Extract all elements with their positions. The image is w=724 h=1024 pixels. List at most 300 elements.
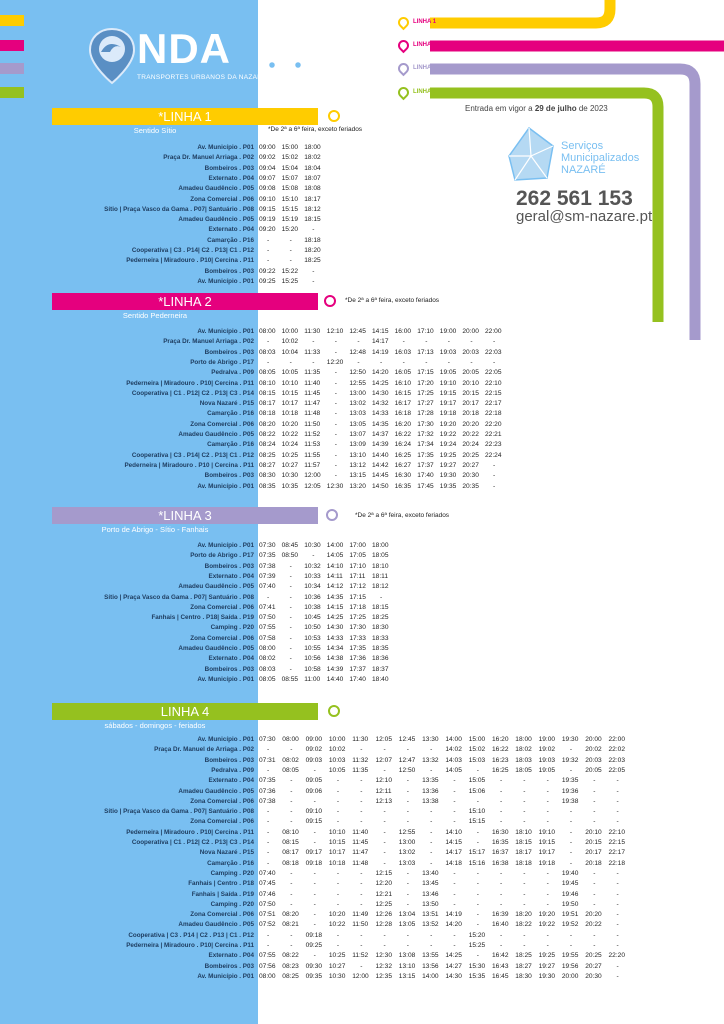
departure-time: 07:51 (259, 911, 276, 919)
timetable-row (0, 184, 724, 194)
departure-time: - (569, 808, 573, 816)
departure-time: 13:50 (422, 900, 439, 908)
departure-time: 13:40 (422, 869, 439, 877)
departure-time: - (267, 839, 270, 846)
timetable-row (0, 236, 724, 246)
departure-time: 15:02 (281, 154, 299, 162)
departure-time: 22:10 (608, 828, 626, 836)
departure-time: 19:25 (538, 952, 556, 960)
departure-time: - (500, 777, 503, 785)
departure-time: - (289, 247, 292, 254)
departure-time: - (569, 746, 573, 754)
departure-time: 19:15 (439, 389, 457, 397)
stop-name: Pederneira | Miradouro . P10| Cercina . P11 (126, 379, 254, 387)
departure-time: 10:10 (281, 379, 299, 387)
departure-time: - (267, 593, 270, 601)
departure-time: 19:38 (561, 797, 579, 805)
departure-time: 08:00 (259, 645, 276, 652)
departure-time: - (569, 942, 573, 949)
departure-time: 17:20 (417, 379, 434, 387)
departure-time: - (290, 942, 293, 949)
stop-name: Zona Comercial . P06 (190, 603, 254, 611)
departure-time: 12:11 (375, 787, 392, 795)
departure-time: - (593, 880, 596, 888)
departure-time: 19:03 (538, 756, 556, 764)
departure-time: - (430, 942, 433, 949)
departure-time: 19:51 (561, 911, 579, 919)
departure-time: 07:52 (259, 921, 276, 929)
departure-time: 12:30 (375, 952, 393, 960)
timetable-row (0, 675, 724, 685)
departure-time: 10:22 (328, 921, 346, 929)
line-3-title-bar: *LINHA 3 (52, 507, 318, 524)
departure-time: 20:02 (585, 746, 602, 754)
departure-time: 17:13 (417, 348, 434, 356)
departure-time: - (453, 931, 456, 939)
departure-time: 14:02 (445, 746, 462, 754)
departure-time: 12:13 (375, 797, 393, 805)
line-3-subtitle: Porto de Abrigo - Sítio - Fanhais (101, 525, 209, 534)
departure-time: - (313, 900, 316, 908)
departure-time: 12:35 (375, 972, 393, 980)
departure-time: - (290, 787, 293, 795)
departure-time: - (476, 869, 479, 877)
departure-time: - (523, 931, 526, 939)
departure-time: - (334, 369, 337, 377)
stop-name: Camping . P20 (210, 869, 254, 877)
departure-time: 16:24 (394, 441, 412, 449)
departure-time: - (313, 890, 316, 898)
departure-time: 22:05 (485, 369, 502, 377)
timetable-row (0, 665, 724, 675)
departure-time: - (500, 931, 503, 939)
departure-time: 19:20 (439, 420, 457, 428)
departure-time: - (360, 777, 363, 785)
departure-time: 19:15 (538, 839, 556, 846)
stop-name: Camarção . P16 (207, 859, 254, 867)
departure-time: 18:30 (372, 624, 389, 632)
departure-time: - (546, 900, 549, 908)
departure-time: - (493, 461, 496, 469)
stop-name: Nova Nazaré . P15 (199, 849, 254, 857)
stop-name: Amadeu Gaudêncio . P05 (178, 921, 254, 929)
legend-label: LINHA 4 (413, 89, 437, 95)
departure-time: - (312, 226, 315, 234)
departure-time: 09:10 (305, 808, 323, 816)
departure-time: 13:46 (422, 890, 439, 898)
departure-time: 19:10 (439, 379, 457, 387)
departure-time: - (289, 236, 292, 244)
departure-time: 16:00 (394, 328, 412, 335)
departure-time: 08:02 (259, 655, 276, 663)
departure-time: 19:00 (538, 736, 556, 743)
departure-time: 16:30 (394, 472, 412, 480)
departure-time: 13:36 (422, 787, 439, 795)
departure-time: - (312, 358, 315, 366)
departure-time: 19:03 (439, 348, 457, 356)
departure-time: - (569, 839, 573, 846)
departure-time: 07:50 (259, 900, 276, 908)
stop-name: Av. Município . P01 (197, 675, 254, 683)
departure-time: 17:37 (349, 665, 366, 673)
timetable-row (0, 153, 724, 163)
line-3-note: *De 2ª a 6ª feira, exceto feriados (355, 512, 450, 519)
email-address[interactable]: geral@sm-nazare.pt (516, 208, 653, 225)
departure-time: 08:10 (259, 379, 276, 387)
timetable-row (0, 900, 724, 910)
departure-time: - (336, 787, 340, 795)
departure-time: 14:27 (445, 962, 462, 970)
timetable-row (0, 848, 724, 858)
departure-time: 11:48 (304, 410, 321, 418)
departure-time: 20:25 (462, 451, 479, 459)
departure-time: 18:20 (304, 247, 321, 254)
departure-time: 14:12 (326, 583, 344, 591)
departure-time: 10:27 (328, 962, 346, 970)
departure-time: 08:02 (282, 756, 299, 764)
departure-time: 07:58 (259, 634, 276, 642)
stop-name: Nova Nazaré . P15 (199, 400, 254, 408)
departure-time: 08:30 (259, 472, 276, 480)
departure-time: 13:05 (398, 921, 416, 929)
departure-time: 14:32 (372, 400, 389, 408)
departure-time: 13:05 (349, 420, 366, 428)
departure-time: 07:38 (259, 562, 276, 570)
departure-time: 09:18 (305, 859, 323, 867)
departure-time: 17:36 (349, 655, 366, 663)
bus-stop-pin-icon (324, 295, 336, 307)
departure-time: 16:35 (492, 839, 509, 846)
departure-time: 07:50 (259, 614, 276, 622)
departure-time: 14:40 (326, 675, 344, 683)
timetable-row (0, 931, 724, 941)
stop-name: Bombeiros . P03 (204, 562, 254, 570)
departure-time: 08:03 (259, 665, 276, 673)
departure-time: 07:31 (259, 756, 276, 764)
departure-time: 07:55 (259, 952, 276, 960)
timetable-row (0, 541, 724, 551)
departure-time: - (453, 942, 456, 949)
departure-time: 19:18 (538, 859, 556, 867)
departure-time: 09:03 (305, 756, 323, 764)
departure-time: - (616, 911, 619, 919)
timetable-row (0, 817, 724, 827)
departure-time: 14:25 (372, 379, 389, 387)
stop-name: Av. Município . P01 (197, 277, 254, 285)
departure-time: 13:04 (398, 911, 416, 919)
timetable-row (0, 399, 724, 409)
departure-time: - (289, 583, 292, 591)
departure-time: - (453, 880, 456, 888)
departure-time: - (360, 808, 363, 816)
timetable-row (0, 482, 724, 492)
departure-time: - (313, 880, 316, 888)
departure-time: 15:00 (468, 736, 486, 743)
departure-time: 16:03 (394, 348, 412, 356)
departure-time: - (267, 818, 270, 826)
departure-time: 20:05 (585, 766, 602, 774)
brand-tagline: TRANSPORTES URBANOS DA NAZARÉ (137, 74, 267, 81)
departure-time: 14:18 (445, 859, 462, 867)
departure-time: 08:15 (282, 839, 299, 846)
departure-time: - (500, 900, 503, 908)
departure-time: 15:35 (468, 972, 486, 980)
stop-name: Cooperativa | C1 . P12| C2 . P13| C3 . P14 (131, 389, 254, 397)
departure-time: - (267, 766, 270, 774)
departure-time: 07:35 (259, 777, 276, 785)
departure-time: - (406, 818, 409, 826)
departure-time: 09:25 (259, 277, 276, 285)
timetable-row (0, 879, 724, 889)
effective-date: 29 de julho (534, 104, 577, 113)
departure-time: 18:00 (515, 736, 532, 743)
departure-time: - (593, 808, 596, 816)
departure-time: 14:10 (445, 828, 462, 836)
departure-time: 22:20 (485, 420, 502, 428)
departure-time: 19:52 (561, 921, 579, 929)
departure-time: 16:05 (394, 369, 412, 377)
departure-time: 22:05 (608, 766, 626, 774)
departure-time: 14:35 (326, 593, 344, 601)
timetable-row (0, 451, 724, 461)
departure-time: - (616, 808, 619, 816)
departure-time: 08:18 (282, 859, 299, 867)
services-line-3: NAZARÉ (561, 164, 606, 176)
departure-time: - (430, 849, 433, 857)
departure-time: - (290, 880, 293, 888)
departure-time: - (334, 379, 337, 387)
stop-name: Pedralva . P09 (211, 766, 254, 774)
departure-time: 14:15 (326, 603, 344, 611)
departure-time: 11:45 (352, 839, 369, 846)
departure-time: - (334, 461, 337, 469)
departure-time: - (312, 267, 315, 275)
timetable-row (0, 256, 724, 266)
departure-time: - (470, 338, 473, 346)
timetable-row (0, 582, 724, 592)
departure-time: - (383, 942, 386, 949)
departure-time: 19:18 (439, 410, 457, 418)
departure-time: 18:36 (372, 655, 389, 663)
departure-time: 16:25 (394, 451, 412, 459)
departure-time: 18:10 (372, 562, 389, 570)
departure-time: 19:30 (561, 736, 579, 743)
departure-time: 13:10 (349, 451, 366, 459)
departure-time: - (267, 828, 270, 836)
departure-time: 16:23 (492, 756, 509, 764)
departure-time: - (493, 472, 496, 480)
departure-time: 09:04 (259, 164, 276, 172)
departure-time: - (336, 890, 340, 898)
departure-time: - (402, 358, 405, 366)
departure-time: 09:22 (259, 267, 276, 275)
departure-time: 14:40 (372, 451, 389, 459)
departure-time: 10:15 (281, 389, 299, 397)
timetable-row (0, 807, 724, 817)
departure-time: 18:30 (515, 972, 532, 980)
departure-time: 07:30 (259, 736, 276, 743)
stop-name: Externato . P04 (208, 572, 254, 580)
departure-time: 22:02 (608, 746, 626, 754)
stop-name: Zona Comercial . P06 (190, 911, 254, 919)
departure-time: - (593, 931, 596, 939)
departure-time: 18:17 (304, 195, 321, 203)
departure-time: 15:17 (468, 849, 486, 857)
departure-time: - (453, 787, 456, 795)
departure-time: 08:50 (281, 552, 299, 560)
stop-name: Externato . P04 (208, 655, 254, 663)
departure-time: - (500, 942, 503, 949)
departure-time: - (290, 869, 293, 877)
stop-name: Pederneira | Miradouro . P10 | Cercina . P11 (124, 461, 254, 469)
departure-time: - (523, 900, 526, 908)
departure-time: 10:30 (328, 972, 346, 980)
departure-time: - (334, 451, 337, 459)
departure-time: 14:42 (372, 461, 389, 469)
departure-time: - (313, 828, 316, 836)
timetable-row (0, 348, 724, 358)
timetable-row (0, 859, 724, 869)
departure-time: 18:17 (515, 849, 532, 857)
stop-name: Porto de Abrigo . P17 (190, 358, 254, 366)
departure-time: 15:25 (468, 942, 486, 949)
departure-time: 15:08 (281, 185, 299, 193)
legend-label: LINHA 2 (413, 42, 437, 48)
departure-time: 08:10 (282, 828, 299, 836)
timetable-row (0, 409, 724, 419)
departure-time: - (406, 808, 409, 816)
departure-time: 14:00 (445, 736, 462, 743)
timetable-row (0, 389, 724, 399)
departure-time: 08:00 (259, 328, 276, 335)
departure-time: 07:30 (259, 542, 276, 549)
departure-time: 08:27 (259, 461, 276, 469)
departure-time: - (334, 410, 337, 418)
departure-time: 10:05 (281, 369, 299, 377)
departure-time: - (500, 880, 503, 888)
departure-time: 11:47 (352, 849, 369, 857)
departure-time: 12:20 (375, 880, 393, 888)
departure-time: 10:50 (304, 624, 321, 632)
line-4-title-bar: LINHA 4 (52, 703, 318, 720)
departure-time: - (267, 859, 270, 867)
legend-linha-2 (398, 38, 436, 52)
departure-time: - (290, 808, 293, 816)
departure-time: - (493, 338, 496, 346)
departure-time: 10:00 (328, 736, 346, 743)
departure-time: 18:02 (304, 154, 321, 162)
departure-time: 10:17 (281, 400, 299, 408)
departure-time: 18:12 (304, 205, 321, 213)
departure-time: 17:32 (417, 431, 434, 438)
departure-time: - (430, 818, 433, 826)
departure-time: 11:35 (304, 369, 321, 377)
departure-time: - (360, 890, 363, 898)
departure-time: 20:10 (462, 379, 479, 387)
departure-time: 12:28 (375, 921, 393, 929)
stop-name: Amadeu Gaudêncio . P05 (178, 431, 254, 438)
departure-time: - (616, 921, 619, 929)
departure-time: - (289, 358, 292, 366)
departure-time: 08:20 (282, 911, 299, 919)
departure-time: - (336, 869, 340, 877)
departure-time: 07:45 (259, 880, 276, 888)
departure-time: 16:22 (492, 746, 509, 754)
departure-time: - (593, 942, 596, 949)
departure-time: 16:20 (394, 420, 412, 428)
departure-time: 22:00 (485, 328, 502, 335)
departure-time: 09:07 (259, 174, 276, 182)
departure-time: - (360, 962, 363, 970)
departure-time: - (453, 808, 456, 816)
departure-time: - (383, 818, 386, 826)
departure-time: - (360, 880, 363, 888)
departure-time: - (523, 818, 526, 826)
departure-time: 07:35 (259, 552, 276, 560)
departure-time: 10:53 (304, 634, 321, 642)
stop-name: Bombeiros . P03 (204, 756, 254, 764)
phone-number[interactable]: 262 561 153 (516, 187, 633, 210)
departure-time: 08:03 (259, 348, 276, 356)
departure-time: - (569, 931, 573, 939)
departure-time: - (616, 880, 619, 888)
departure-time: 12:55 (398, 828, 416, 836)
departure-time: 08:05 (259, 675, 276, 683)
departure-time: 19:30 (439, 472, 457, 480)
departure-time: 14:33 (326, 634, 344, 642)
departure-time: 19:27 (439, 461, 457, 469)
departure-time: 20:10 (585, 828, 602, 836)
departure-time: 13:02 (398, 849, 416, 857)
stop-name: Camarção . P16 (207, 236, 254, 244)
departure-time: 07:40 (259, 869, 276, 877)
stop-name: Zona Comercial . P06 (190, 818, 254, 826)
stop-name: Av. Município . P01 (197, 328, 254, 335)
departure-time: - (616, 787, 619, 795)
departure-time: - (476, 952, 479, 960)
departure-time: 07:41 (259, 603, 276, 611)
departure-time: - (357, 338, 360, 346)
timetable-row (0, 420, 724, 430)
departure-time: 10:32 (304, 562, 321, 570)
departure-time: 11:49 (352, 911, 369, 919)
departure-time: 20:20 (462, 420, 479, 428)
departure-time: - (334, 348, 337, 356)
departure-time: - (430, 828, 433, 836)
departure-time: 18:12 (372, 583, 389, 591)
departure-time: - (313, 911, 316, 919)
departure-time: - (569, 859, 573, 867)
departure-time: 15:25 (281, 277, 299, 285)
pin-icon (396, 84, 412, 100)
departure-time: 17:40 (417, 472, 434, 480)
departure-time: - (430, 808, 433, 816)
departure-time: - (593, 890, 596, 898)
departure-time: 22:03 (608, 756, 626, 764)
departure-time: 18:05 (372, 552, 389, 560)
departure-time: - (267, 808, 270, 816)
departure-time: 12:50 (398, 766, 416, 774)
departure-time: - (313, 839, 316, 846)
timetable-row (0, 368, 724, 378)
stop-name: Zona Comercial . P06 (190, 195, 254, 203)
departure-time: 17:11 (349, 572, 366, 580)
departure-time: 22:21 (485, 431, 502, 438)
departure-time: 14:10 (326, 562, 344, 570)
departure-time: 09:02 (305, 746, 323, 754)
departure-time: 14:45 (372, 472, 389, 480)
departure-time: - (289, 655, 292, 663)
